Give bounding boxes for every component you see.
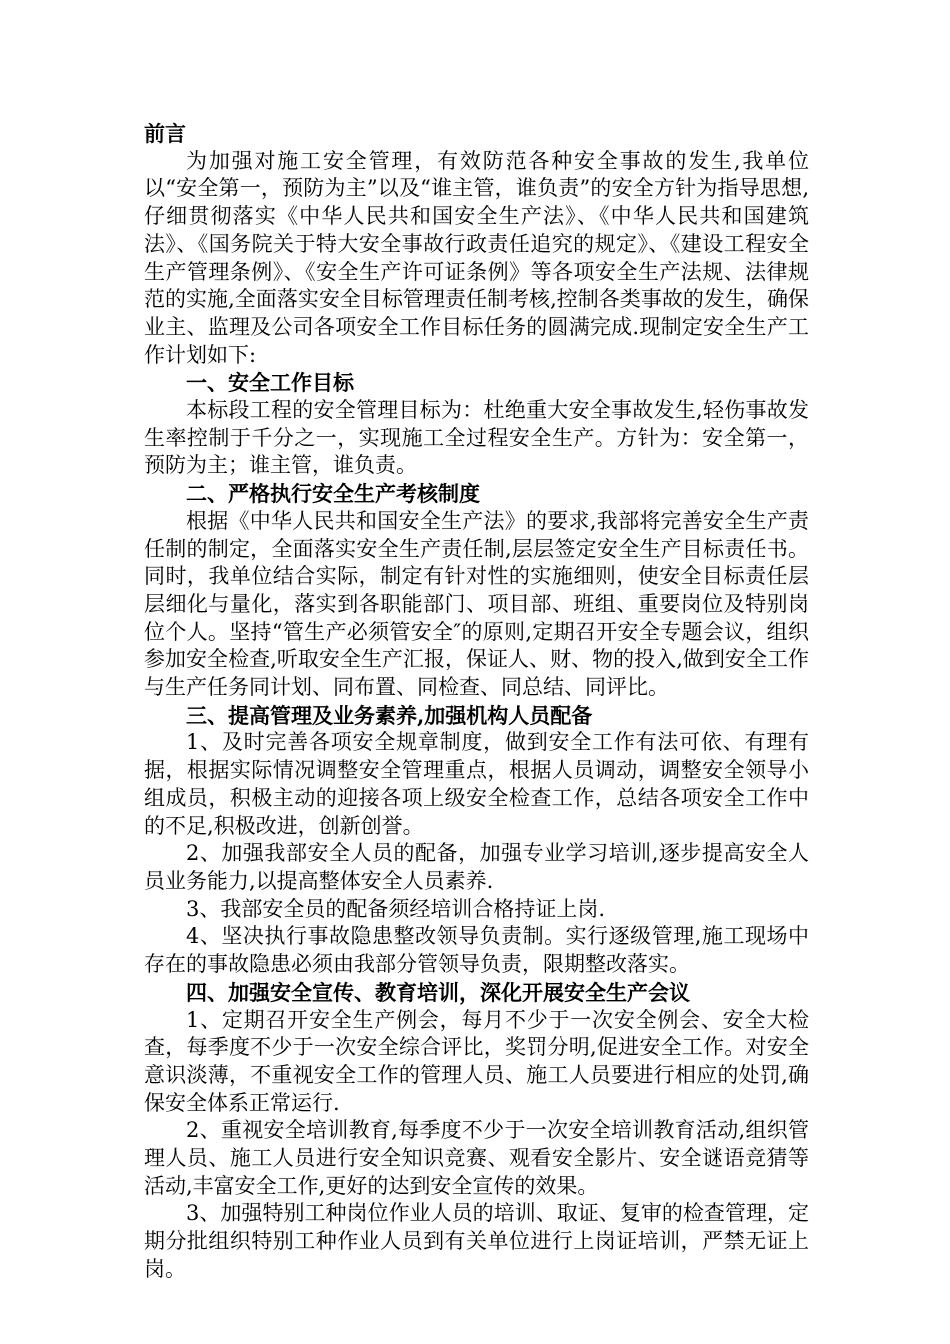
section-4-paragraph-2: 2、重视安全培训教育,每季度不少于一次安全培训教育活动,组织管理人员、施工人员进行安全知识竞赛、观看安全影片、安全谜语竞猜等活动,丰富安全工作,更好的达到安全宣传的效果。 [144, 1118, 809, 1198]
document-page [144, 120, 809, 1284]
document-title: 前言 [144, 121, 186, 146]
section-4-paragraph-3: 3、加强特别工种岗位作业人员的培训、取证、复审的检查管理，定期分批组织特别工种作业人员到有关单位进行上岗证培训，严禁无证上岗。 [144, 1201, 809, 1281]
section-3-paragraph-1: 1、及时完善各项安全规章制度，做到安全工作有法可依、有理有据，根据实际情况调整安全管理重点，根据人员调动，调整安全领导小组成员，积极主动的迎接各项上级安全检查工作，总结各项安全工作中的不足,积极改进，创新创誉。 [144, 730, 809, 838]
section-heading-3: 三、提高管理及业务素养,加强机构人员配备 [186, 702, 593, 728]
section-heading-2: 二、严格执行安全生产考核制度 [186, 481, 480, 507]
intro-paragraph: 为加强对施工安全管理，有效防范各种安全事故的发生,我单位以“安全第一，预防为主”以及“谁主管，谁负责”的安全方针为指导思想,仔细贯彻落实《中华人民共和国安全生产法》、《中华人民共和国建筑法》、《国务院关于特大安全事故行政责任追究的规定》、《建设工程安全生产管理条例》、《安全生产许可证条例》等各项安全生产法规、法律规范的实施,全面落实安全目标管理责任制考核,控制各类事故的发生，确保业主、监理及公司各项安全工作目标任务的圆满完成.现制定安全生产工作计划如下: [144, 148, 809, 367]
section-4-paragraph-1: 1、定期召开安全生产例会，每月不少于一次安全例会、安全大检查，每季度不少于一次安全综合评比，奖罚分明,促进安全工作。对安全意识淡薄，不重视安全工作的管理人员、施工人员要进行相应的处罚,确保安全体系正常运行. [144, 1007, 809, 1115]
section-3-paragraph-4: 4、坚决执行事故隐患整改领导负责制。实行逐级管理,施工现场中存在的事故隐患必须由我部分管领导负责，限期整改落实。 [144, 924, 809, 977]
section-3-paragraph-2: 2、加强我部安全人员的配备，加强专业学习培训,逐步提高安全人员业务能力,以提高整体安全人员素养. [144, 841, 809, 893]
section-heading-1: 一、安全工作目标 [186, 370, 354, 396]
section-heading-4: 四、加强安全宣传、教育培训，深化开展安全生产会议 [186, 979, 690, 1005]
section-2-paragraph-1: 根据《中华人民共和国安全生产法》的要求,我部将完善安全生产责任制的制定，全面落实安全生产责任制,层层签定安全生产目标责任书。同时，我单位结合实际，制定有针对性的实施细则，使安全目标责任层层细化与量化，落实到各职能部门、项目部、班组、重要岗位及特别岗位个人。坚持“管生产必须管安全″的原则,定期召开安全专题会议，组织参加安全检查,听取安全生产汇报，保证人、财、物的投入,做到安全工作与生产任务同计划、同布置、同检查、同总结、同评比。 [144, 508, 809, 700]
section-1-paragraph-1: 本标段工程的安全管理目标为：杜绝重大安全事故发生,轻伤事故发生率控制于千分之一，实现施工全过程安全生产。方针为：安全第一，预防为主；谁主管，谁负责。 [144, 398, 809, 478]
section-3-paragraph-3: 3、我部安全员的配备须经培训合格持证上岗. [186, 896, 606, 921]
